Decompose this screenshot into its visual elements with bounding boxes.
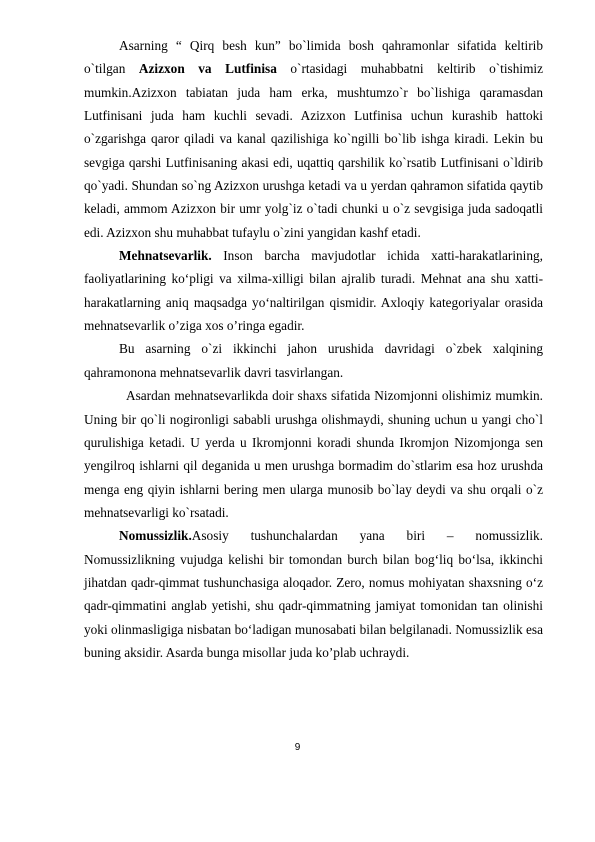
section-term: Nomussizlik. — [119, 528, 192, 544]
paragraph-text: Inson barcha mavjudotlar ichida xatti-harakatlarining, faoliyatlarining ko‘pligi va xilma-xilligi bilan ajralib turadi. Mehnat ana shu xatti-harakatlarning aniq maqsadga yo‘naltirilgan qismidir. Axloqiy kategoriyalar orasida mehnatsevarlik o’ziga xos o’ringa egadir. — [84, 248, 543, 334]
paragraph-azizxon-lutfinisa — [84, 34, 543, 244]
section-term: Mehnatsevarlik. — [119, 248, 212, 264]
paragraph-nomussizlik — [84, 524, 543, 664]
paragraph-war-period — [84, 337, 543, 384]
bold-names: Azizxon va Lutfinisa — [138, 61, 277, 77]
paragraph-text: Asarning “ Qirq besh kun” bo`limida bosh qahramonlar sifatida keltirib o`tilgan — [84, 38, 543, 77]
paragraph-mehnatsevarlik — [84, 244, 543, 337]
paragraph-nizomjon — [84, 384, 543, 524]
paragraph-text: Asosiy tushunchalardan yana biri – nomussizlik. Nomussizlikning vujudga kelishi bir tomondan burch bilan bog‘liq bo‘lsa, ikkinchi jihatdan qadr-qimmat tushunchasiga aloqador. Zero, nomus mohiyatan shaxsning o‘z qadr-qimmatini anglab yetishi, shu qadr-qimmatning jamiyat tomonidan tan olinishi yoki olinmasligiga nisbatan bo‘ladigan munosabati bilan belgilanadi. Nomussizlik esa buning aksidir. Asarda bunga misollar juda ko’plab uchraydi. — [84, 528, 543, 660]
paragraph-text: Asardan mehnatsevarlikda doir shaxs sifatida Nizomjonni olishimiz mumkin. Uning bir qo`li nogironligi sababli urushga olishmaydi, shuning uchun u yangi cho`l qurulishiga ketadi. U yerda u Ikromjonni koradi shunda Ikromjon Nizomjonga sen yengilroq ishlarni qil deganida u men urushga bormadim do`stlarim esa hoz urushda menga eng qiyin ishlarni bering men ularga munosib bo`lay deydi va shu orqali o`z mehnatsevarligi ko`rsatadi. — [84, 388, 543, 520]
paragraph-text: Bu asarning o`zi ikkinchi jahon urushida davridagi o`zbek xalqining qahramonona mehnatsevarlik davri tasvirlangan. — [84, 341, 543, 380]
paragraph-text: o`rtasidagi muhabbatni keltirib o`tishimiz mumkin.Azizxon tabiatan juda ham erka, mushtumzo`r bo`lishiga qaramasdan Lutfinisani juda ham kuchli sevadi. Azizxon Lutfinisa uchun kurashib hattoki o`zgarishga qaror qiladi va kanal qazilishiga ko`ngilli bo`lib ishga kiradi. Lekin bu sevgiga qarshi Lutfinisaning akasi edi, uqattiq qarshilik ko`rsatib Lutfinisani o`ldirib qo`yadi. Shundan so`ng Azizxon urushga ketadi va u yerdan qahramon sifatida qaytib keladi, ammom Azizxon bir umr yolg`iz o`tadi chunki u o`z sevgisiga juda sadoqatli edi. Azizxon shu muhabbat tufaylu o`zini yangidan kashf etadi. — [84, 61, 544, 240]
page-number: 9 — [294, 742, 301, 753]
